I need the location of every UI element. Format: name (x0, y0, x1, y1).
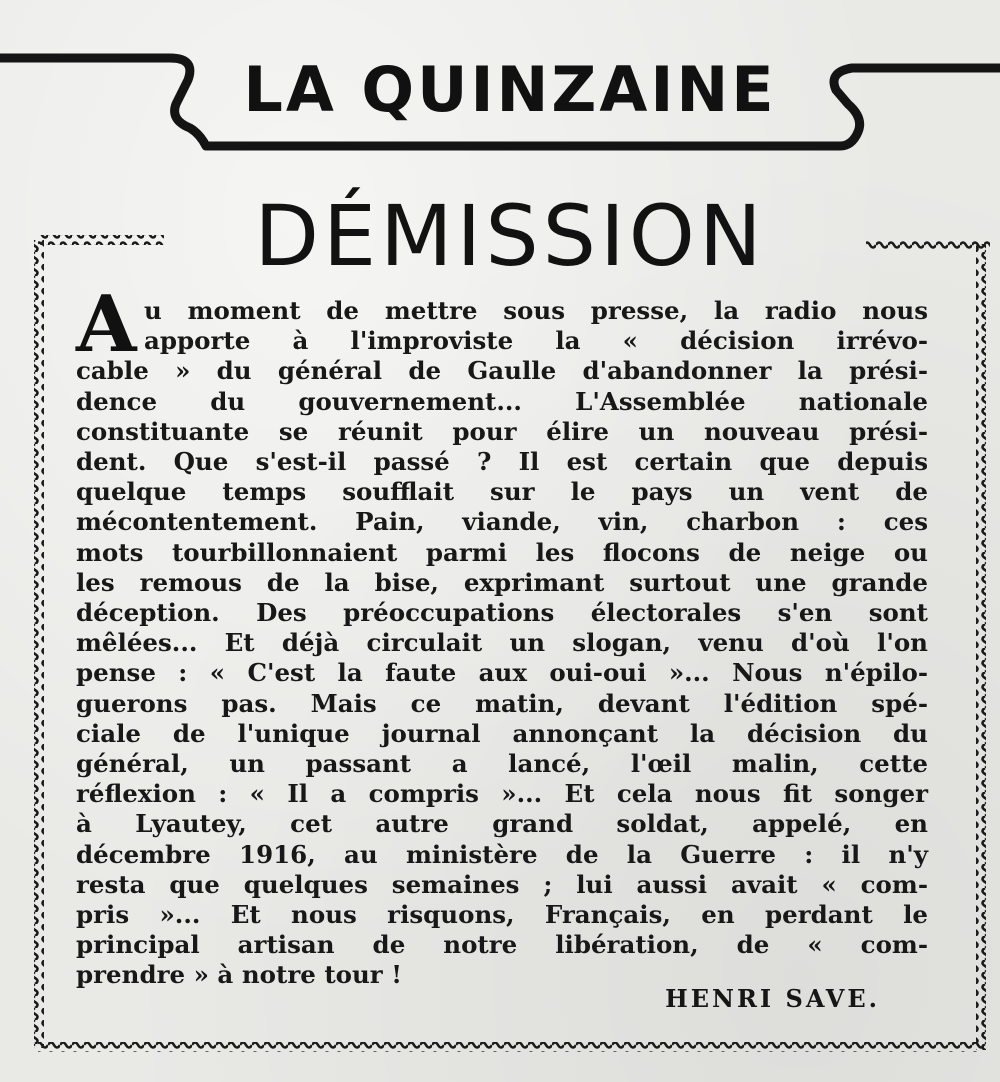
article-line: réflexion : « Il a compris »... Et cela nous fit songer (76, 779, 928, 809)
article-line: pris »... Et nous risquons, Français, en perdant le (76, 900, 928, 930)
article-line: guerons pas. Mais ce matin, devant l'édition spé- (76, 688, 928, 718)
article-line: décembre 1916, au ministère de la Guerre : il n'y (76, 839, 928, 869)
article-line: mots tourbillonnaient parmi les flocons de neige ou (76, 537, 928, 567)
column-title: LA QUINZAINE (243, 53, 777, 126)
article-line: à Lyautey, cet autre grand soldat, appelé, en (76, 809, 928, 839)
article-line: u moment de mettre sous presse, la radio nous (144, 296, 928, 325)
article-line: général, un passant a lancé, l'œil malin, cette (76, 749, 928, 779)
article-line: apporte à l'improviste la « décision irrévo- (144, 326, 928, 356)
article-line: mêlées... Et déjà circulait un slogan, venu d'où l'on (76, 628, 928, 658)
article-line: prendre » à notre tour ! (76, 960, 403, 990)
article-line: cable » du général de Gaulle d'abandonner la prési- (76, 356, 928, 386)
article-line: dent. Que s'est-il passé ? Il est certain que depuis (76, 447, 928, 477)
article-line: resta que quelques semaines ; lui aussi avait « com- (76, 869, 928, 899)
article-line: constituante se réunit pour élire un nouveau prési- (76, 416, 928, 446)
article-line: déception. Des préoccupations électorales s'en sont (76, 598, 928, 628)
article-line: dence du gouvernement... L'Assemblée nationale (76, 386, 928, 416)
article-line: ciale de l'unique journal annonçant la décision du (76, 718, 928, 748)
article-line: quelque temps soufflait sur le pays un vent de (76, 477, 928, 507)
article-line: principal artisan de notre libération, de « com- (76, 930, 928, 960)
article-line: mécontentement. Pain, viande, vin, charbon : ces (76, 507, 928, 537)
article-line: pense : « C'est la faute aux oui-oui »... Nous n'épilo- (76, 658, 928, 688)
article-line: les remous de la bise, exprimant surtout une grande (76, 567, 928, 597)
drop-cap: A (76, 279, 137, 370)
article-headline: DÉMISSION (254, 187, 766, 285)
article-body (76, 296, 928, 991)
article-signature: HENRI SAVE. (665, 984, 880, 1013)
